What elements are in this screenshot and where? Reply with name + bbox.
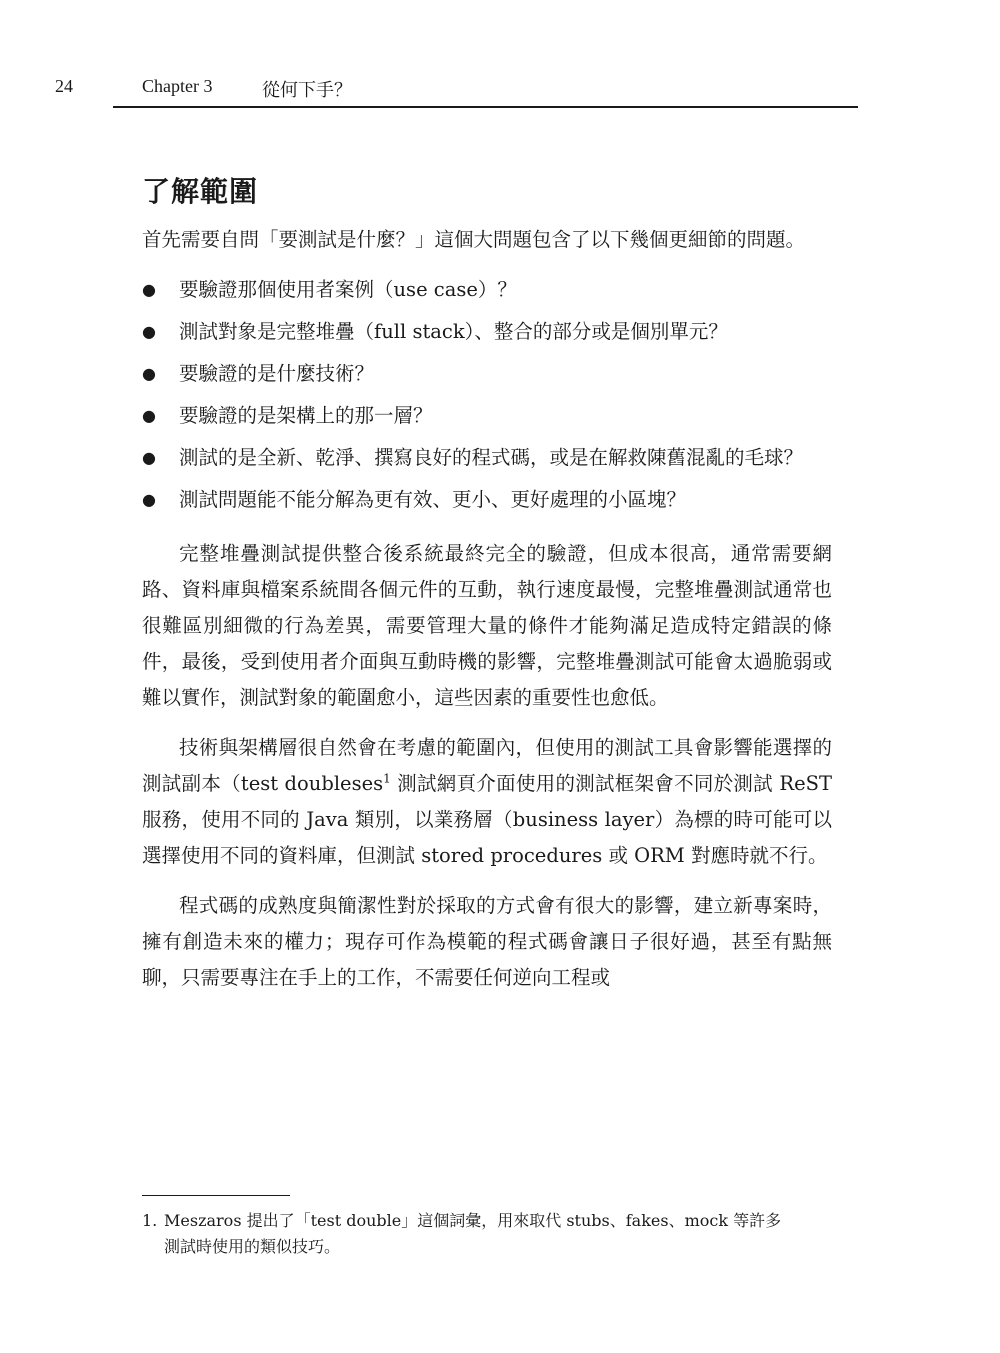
running-header <box>0 72 1000 108</box>
question-list <box>142 272 832 518</box>
list-item <box>142 272 832 308</box>
bullet-icon: ● <box>142 280 156 299</box>
list-item-text: 要驗證那個使用者案例（use case）？ <box>179 278 517 301</box>
footnote-reference[interactable]: 1 <box>383 771 391 786</box>
footnote-text-continued: 測試時使用的類似技巧。 <box>164 1237 341 1256</box>
body-text <box>142 222 832 1010</box>
chapter-title: 從何下手？ <box>262 80 352 101</box>
list-item <box>142 398 832 434</box>
bullet-icon: ● <box>142 490 156 509</box>
intro-paragraph: 首先需要自問「要測試是什麼？」這個大問題包含了以下幾個更細節的問題。 <box>142 228 806 251</box>
list-item <box>142 314 832 350</box>
bullet-icon: ● <box>142 406 156 425</box>
paragraph-full-stack: 完整堆疊測試提供整合後系統最終完全的驗證，但成本很高，通常需要網路、資料庫與檔案系統間各個元件的互動，執行速度最慢，完整堆疊測試通常也很難區別細微的行為差異，需要管理大量的條件才能夠滿足造成特定錯誤的條件，最後，受到使用者介面與互動時機的影響，完整堆疊測試可能會太過脆弱或難以實作，測試對象的範圍愈小，這些因素的重要性也愈低。 <box>142 542 832 709</box>
list-item-text: 測試對象是完整堆疊（full stack）、整合的部分或是個別單元？ <box>179 320 728 343</box>
section-title: 了解範圍 <box>142 175 259 208</box>
list-item <box>142 440 832 476</box>
chapter-label: Chapter 3 <box>142 76 213 96</box>
bullet-icon: ● <box>142 364 156 383</box>
paragraph-text: 測試網頁介面使用的測試框架會不同於測試 ReST 服務，使用不同的 Java 類別，以業務層（business layer）為標的時可能可以選擇使用不同的資料庫，但測試 stored procedures 或 ORM 對應時就不行。 <box>142 772 832 867</box>
paragraph-code-maturity: 程式碼的成熟度與簡潔性對於採取的方式會有很大的影響，建立新專案時，擁有創造未來的權力；現存可作為模範的程式碼會讓日子很好過，甚至有點無聊，只需要專注在手上的工作，不需要任何逆向工程或 <box>142 894 832 989</box>
paragraph-text: 技術與架構層很自然會在考慮的範圍內，但使用的測試工具會影響能選擇的測試副本（test doubleses <box>142 736 832 795</box>
footnote-line <box>142 1208 832 1234</box>
list-item-text: 測試問題能不能分解為更有效、更小、更好處理的小區塊？ <box>179 488 687 511</box>
list-item-text: 測試的是全新、乾淨、撰寫良好的程式碼，或是在解救陳舊混亂的毛球？ <box>179 446 804 469</box>
footnote-mark: 1. <box>142 1211 158 1230</box>
list-item <box>142 482 832 518</box>
list-item <box>142 356 832 392</box>
list-item-text: 要驗證的是架構上的那一層？ <box>179 404 433 427</box>
bullet-icon: ● <box>142 322 156 341</box>
footnote-text: Meszaros 提出了「test double」這個詞彙，用來取代 stubs、fakes、mock 等許多 <box>164 1211 782 1230</box>
list-item-text: 要驗證的是什麼技術？ <box>179 362 375 385</box>
footnote <box>142 1208 832 1260</box>
header-rule <box>113 106 858 108</box>
paragraph-architecture <box>142 730 832 874</box>
bullet-icon: ● <box>142 448 156 467</box>
footnote-rule <box>142 1195 290 1196</box>
page-number: 24 <box>55 76 73 96</box>
